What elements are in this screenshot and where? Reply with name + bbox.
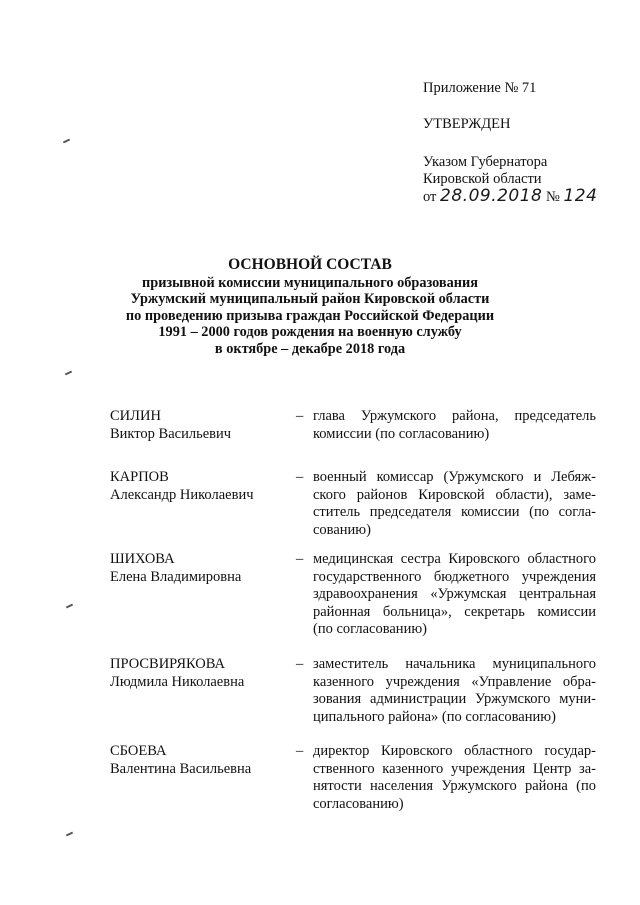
member-dash: – xyxy=(296,408,304,424)
member-dash: – xyxy=(296,656,304,672)
role-line: зования администрации Уржумского муни- xyxy=(313,691,596,708)
member-dash: – xyxy=(296,743,304,759)
member-given-name: Людмила Николаевна xyxy=(110,673,245,690)
role-line: (по согласованию) xyxy=(313,621,427,638)
role-line: нятости населения Уржумского района (по xyxy=(313,778,596,795)
from-prefix: от xyxy=(423,189,437,205)
member-role xyxy=(313,408,596,443)
role-line: сованию) xyxy=(313,521,371,538)
member-name xyxy=(110,656,300,691)
scan-mark xyxy=(66,604,73,609)
role-line: ского районов Кировской области), заме- xyxy=(313,486,596,503)
approved-label: УТВЕРЖДЕН xyxy=(423,116,511,132)
scan-mark xyxy=(65,371,72,376)
role-line: комиссии (по согласованию) xyxy=(313,425,490,442)
handwritten-number: 124 xyxy=(563,186,598,206)
document-heading xyxy=(40,257,580,358)
member-name xyxy=(110,743,300,778)
role-line: военный комиссар (Уржумского и Лебяж- xyxy=(313,469,596,485)
member-dash: – xyxy=(296,551,304,567)
decree-line-1: Указом Губернатора xyxy=(423,154,548,170)
role-line: ститель председателя комиссии (по согла- xyxy=(313,504,596,521)
role-line: заместитель начальника муниципального xyxy=(313,656,596,672)
role-line: здравоохранения «Уржумская центральная xyxy=(313,586,596,603)
role-line: ципального района» (по согласованию) xyxy=(313,708,556,725)
document-title: ОСНОВНОЙ СОСТАВ xyxy=(228,256,392,273)
role-line: государственного бюджетного учреждения xyxy=(313,568,596,585)
heading-line: призывной комиссии муниципального образования xyxy=(142,274,478,291)
heading-line: в октябре – декабре 2018 года xyxy=(214,340,406,357)
role-line: директор Кировского областного государ- xyxy=(313,743,596,759)
approval-block xyxy=(423,80,597,206)
member-given-name: Елена Владимировна xyxy=(110,568,242,585)
member-given-name: Александр Николаевич xyxy=(110,486,254,503)
member-name xyxy=(110,469,300,504)
member-surname: СБОЕВА xyxy=(110,743,167,759)
decree-line-2: Кировской области xyxy=(423,171,542,187)
member-role xyxy=(313,656,596,726)
member-role xyxy=(313,469,596,539)
member-dash: – xyxy=(296,469,304,485)
role-line: казенного учреждения «Управление обра- xyxy=(313,673,596,690)
decree-date-line xyxy=(423,188,597,206)
member-given-name: Валентина Васильевна xyxy=(110,760,252,777)
member-given-name: Виктор Васильевич xyxy=(110,425,232,442)
member-surname: ПРОСВИРЯКОВА xyxy=(110,656,226,672)
member-surname: КАРПОВ xyxy=(110,469,169,485)
scan-mark xyxy=(66,832,73,837)
member-role xyxy=(313,551,596,639)
appendix-label: Приложение № 71 xyxy=(423,80,537,96)
member-name xyxy=(110,408,300,443)
scan-mark xyxy=(63,139,70,144)
role-line: медицинская сестра Кировского областного xyxy=(313,551,596,567)
role-line: районная больница», секретарь комиссии xyxy=(313,603,596,620)
number-sign: № xyxy=(546,189,560,205)
role-line: согласованию) xyxy=(313,795,404,812)
member-surname: ШИХОВА xyxy=(110,551,175,567)
handwritten-date: 28.09.2018 xyxy=(440,186,543,206)
role-line: ственного казенного учреждения Центр за- xyxy=(313,760,596,777)
heading-line: по проведению призыва граждан Российской Федерации xyxy=(125,307,495,324)
role-line: глава Уржумского района, председатель xyxy=(313,408,596,424)
member-surname: СИЛИН xyxy=(110,408,161,424)
member-role xyxy=(313,743,596,813)
member-name xyxy=(110,551,300,586)
heading-line: 1991 – 2000 годов рождения на военную службу xyxy=(158,324,462,341)
heading-line: Уржумский муниципальный район Кировской области xyxy=(130,291,490,308)
